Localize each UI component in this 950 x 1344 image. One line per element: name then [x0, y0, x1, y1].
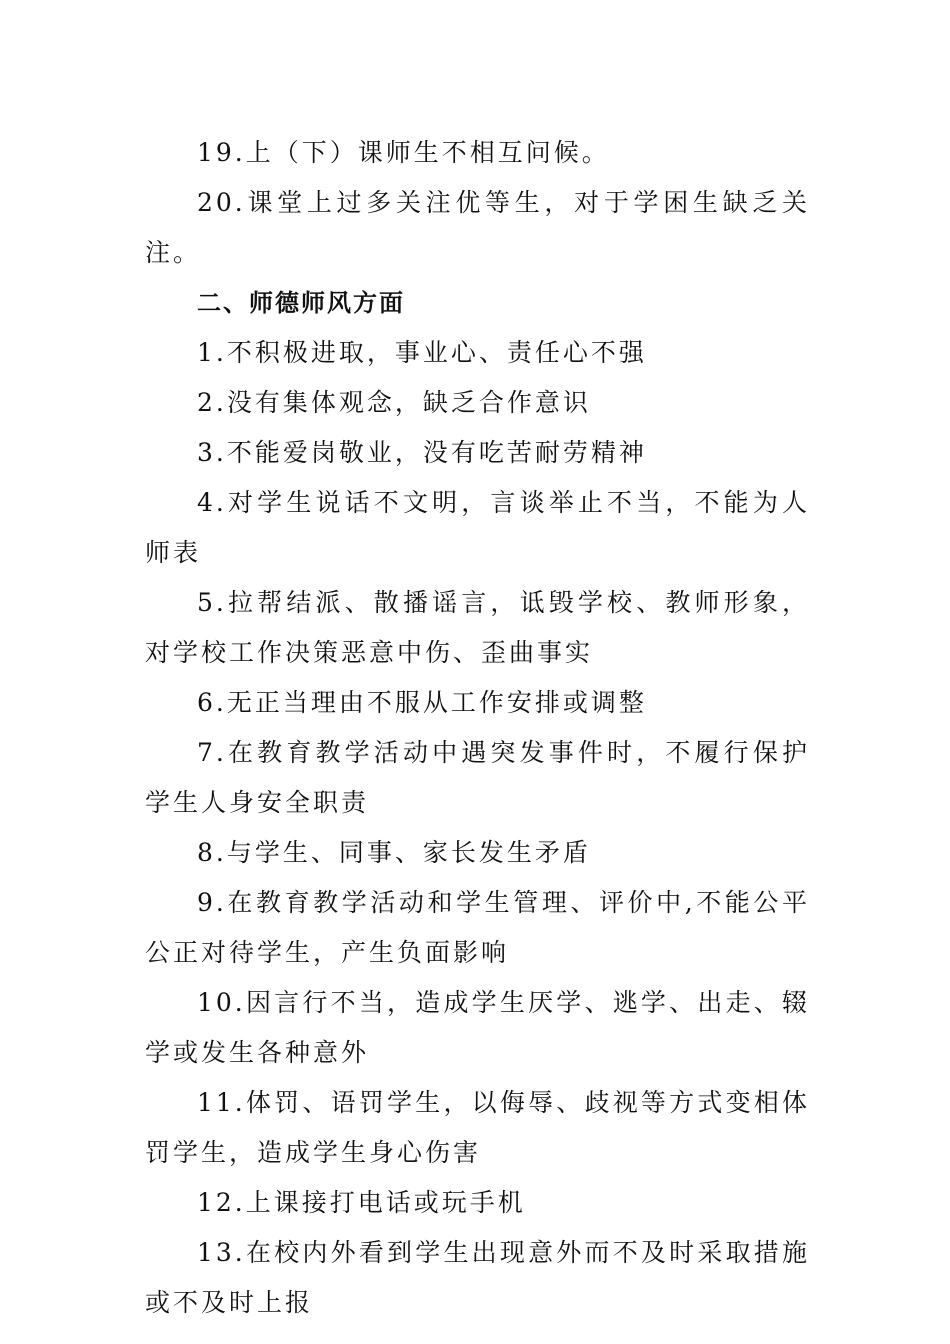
list-item: 10.因言行不当，造成学生厌学、逃学、出走、辍学或发生各种意外: [145, 988, 810, 1067]
list-item: 4.对学生说话不文明，言谈举止不当，不能为人师表: [145, 488, 810, 567]
list-item: 3.不能爱岗敬业，没有吃苦耐劳精神: [197, 438, 647, 467]
list-item: 6.无正当理由不服从工作安排或调整: [197, 688, 647, 717]
list-item: 12.上课接打电话或玩手机: [197, 1188, 526, 1217]
list-item: 13.在校内外看到学生出现意外而不及时采取措施或不及时上报: [145, 1238, 810, 1317]
list-item: 5.拉帮结派、散播谣言，诋毁学校、教师形象，对学校工作决策恶意中伤、歪曲事实: [145, 588, 810, 667]
list-item: 7.在教育教学活动中遇突发事件时，不履行保护学生人身安全职责: [145, 738, 810, 817]
list-item: 1.不积极进取，事业心、责任心不强: [197, 338, 647, 367]
list-item: 9.在教育教学活动和学生管理、评价中,不能公平公正对待学生，产生负面影响: [145, 888, 810, 967]
list-item: 20.课堂上过多关注优等生，对于学困生缺乏关注。: [145, 188, 810, 267]
document-body: [145, 128, 810, 1328]
list-item: 8.与学生、同事、家长发生矛盾: [197, 838, 591, 867]
section-heading: 二、师德师风方面: [197, 289, 405, 317]
list-item: 11.体罚、语罚学生，以侮辱、歧视等方式变相体罚学生，造成学生身心伤害: [145, 1088, 810, 1167]
list-item: 2.没有集体观念，缺乏合作意识: [197, 388, 591, 417]
list-item: 19.上（下）课师生不相互问候。: [197, 138, 610, 167]
